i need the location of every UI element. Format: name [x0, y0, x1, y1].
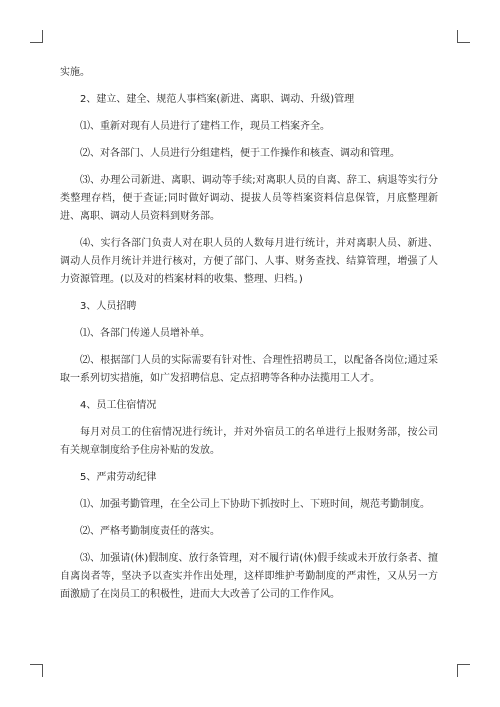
- section-heading: 5、严肃劳动纪律: [80, 472, 157, 483]
- paragraph: 每月对员工的住宿情况进行统计，并对外宿员工的名单进行上报财务部，按公司有关规章制度给予住房补贴的发放。: [60, 427, 438, 456]
- paragraph: ⑶、加强请(休)假制度、放行条管理，对不履行请(休)假手续或未开放行条者、擅自离岗者等，坚决予以查实并作出处理，这样即维护考勤制度的严肃性，又从另一方面激励了在岗员工的积极性，进而大大改善了公司的工作作风。: [60, 553, 438, 600]
- crop-mark-top-left: [30, 30, 43, 43]
- crop-mark-bottom-right: [457, 664, 470, 677]
- paragraph: ⑷、实行各部门负责人对在职人员的人数每月进行统计，并对离职人员、新进、调动人员作月统计并进行核对，方便了部门、人事、财务查找、结算管理，增强了人力资源管理。(以及对的档案材料的收集、整理、归档。): [60, 238, 438, 285]
- paragraph: ⑶、办理公司新进、离职、调动等手续;对离职人员的自离、辞工、病退等实行分类整理存档，便于查证;同时做好调动、提拔人员等档案资料信息保管，月底整理新进、离职、调动人员资料到财务部。: [60, 175, 438, 222]
- paragraph: ⑴、重新对现有人员进行了建档工作，现员工档案齐全。: [80, 121, 330, 132]
- section-heading: 3、人员招聘: [80, 301, 137, 312]
- paragraph: 实施。: [60, 67, 90, 78]
- paragraph: ⑴、加强考勤管理，在全公司上下协助下抓按时上、下班时间，规范考勤制度。: [80, 499, 430, 510]
- section-heading: 4、员工住宿情况: [80, 400, 157, 411]
- paragraph: ⑵、对各部门、人员进行分组建档，便于工作操作和核查、调动和管理。: [80, 148, 400, 159]
- paragraph: ⑵、严格考勤制度责任的落实。: [80, 526, 220, 537]
- crop-mark-top-right: [457, 30, 470, 43]
- section-heading: 2、建立、建全、规范人事档案(新进、离职、调动、升级)管理: [80, 94, 355, 105]
- paragraph: ⑵、根据部门人员的实际需要有针对性、合理性招聘员工，以配备各岗位;通过采取一系列切实措施，如广发招聘信息、定点招聘等各种办法揽用工人才。: [60, 355, 438, 384]
- document-body: [60, 64, 438, 613]
- paragraph: ⑴、各部门传递人员增补单。: [80, 328, 210, 339]
- crop-mark-bottom-left: [30, 664, 43, 677]
